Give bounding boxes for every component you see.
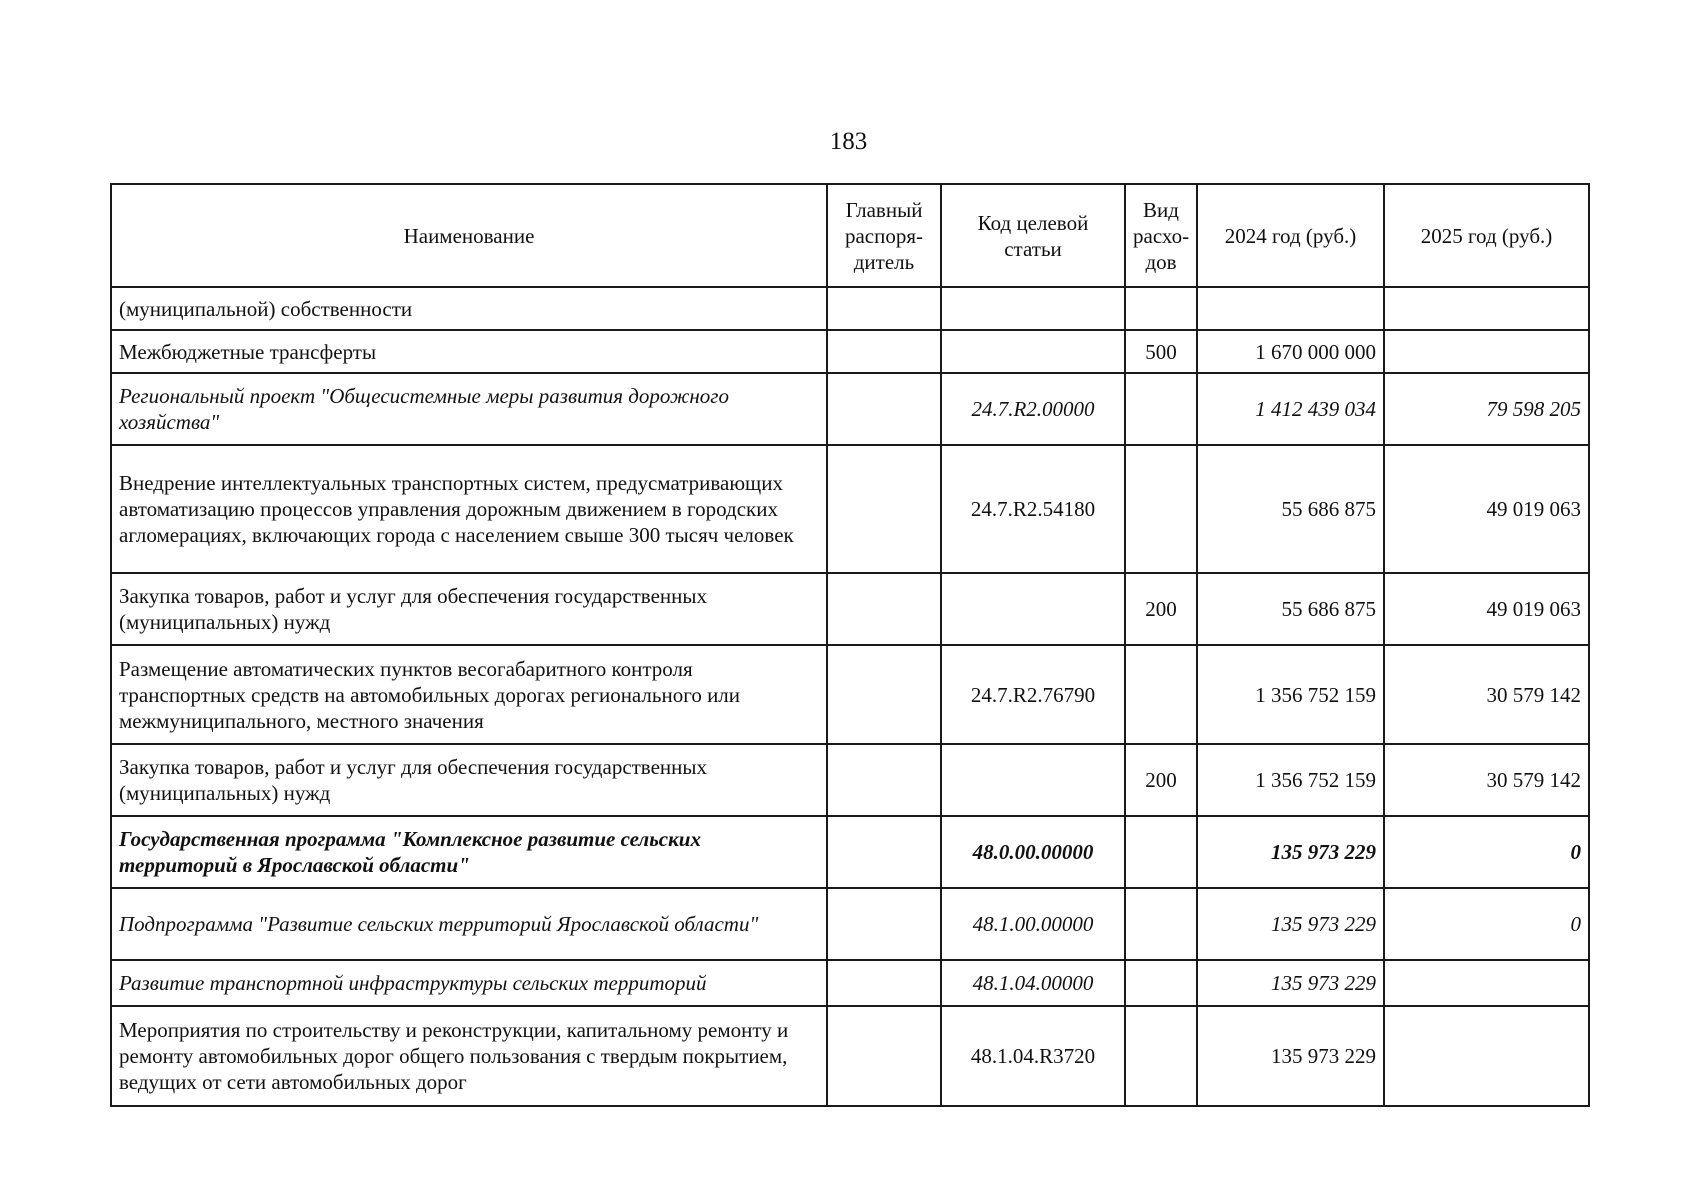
cell-expense-type [1125,287,1197,330]
cell-administrator [827,960,941,1006]
cell-administrator [827,645,941,744]
cell-expense-type [1125,960,1197,1006]
cell-name: Размещение автоматических пунктов весогабаритного контроля транспортных средств на автомобильных дорогах регионального или межмуниципального, местного значения [111,645,827,744]
table-row [111,445,1589,573]
header-year-2025: 2025 год (руб.) [1384,184,1589,287]
cell-target-code: 48.1.04.00000 [941,960,1125,1006]
cell-target-code: 24.7.R2.00000 [941,373,1125,445]
cell-year-2024: 1 356 752 159 [1197,744,1384,816]
table-row [111,1006,1589,1106]
cell-administrator [827,744,941,816]
cell-year-2024: 1 412 439 034 [1197,373,1384,445]
cell-administrator [827,445,941,573]
cell-administrator [827,287,941,330]
cell-expense-type [1125,816,1197,888]
cell-year-2025: 79 598 205 [1384,373,1589,445]
cell-administrator [827,816,941,888]
cell-administrator [827,330,941,373]
cell-year-2024: 135 973 229 [1197,816,1384,888]
cell-expense-type: 500 [1125,330,1197,373]
table-row [111,330,1589,373]
cell-year-2024: 1 356 752 159 [1197,645,1384,744]
cell-year-2025 [1384,960,1589,1006]
cell-name: Государственная программа "Комплексное развитие сельских территорий в Ярославской области" [111,816,827,888]
cell-year-2024 [1197,287,1384,330]
header-administrator: Главный распоря-дитель [827,184,941,287]
header-expense-type: Вид расхо-дов [1125,184,1197,287]
cell-year-2025: 30 579 142 [1384,744,1589,816]
cell-target-code: 24.7.R2.76790 [941,645,1125,744]
cell-name: Межбюджетные трансферты [111,330,827,373]
cell-administrator [827,888,941,960]
table-row [111,573,1589,645]
cell-year-2025: 0 [1384,888,1589,960]
header-target-code: Код целевой статьи [941,184,1125,287]
cell-name: Подпрограмма "Развитие сельских территорий Ярославской области" [111,888,827,960]
cell-name: Внедрение интеллектуальных транспортных систем, предусматривающих автоматизацию процессов управления дорожным движением в городских агломерациях, включающих города с населением свыше 300 тысяч человек [111,445,827,573]
cell-target-code: 48.1.04.R3720 [941,1006,1125,1106]
cell-name: Закупка товаров, работ и услуг для обеспечения государственных (муниципальных) нужд [111,744,827,816]
cell-target-code [941,287,1125,330]
cell-year-2024: 135 973 229 [1197,888,1384,960]
table-row [111,287,1589,330]
cell-expense-type [1125,1006,1197,1106]
cell-name: Региональный проект "Общесистемные меры развития дорожного хозяйства" [111,373,827,445]
cell-expense-type [1125,888,1197,960]
cell-administrator [827,573,941,645]
cell-name: Мероприятия по строительству и реконструкции, капитальному ремонту и ремонту автомобильных дорог общего пользования с твердым покрытием, ведущих от сети автомобильных дорог [111,1006,827,1106]
cell-administrator [827,373,941,445]
budget-table [110,183,1590,1107]
table-row [111,960,1589,1006]
table-row [111,373,1589,445]
cell-expense-type [1125,445,1197,573]
cell-target-code: 48.1.00.00000 [941,888,1125,960]
cell-year-2025: 49 019 063 [1384,445,1589,573]
cell-expense-type [1125,645,1197,744]
cell-year-2024: 135 973 229 [1197,960,1384,1006]
cell-administrator [827,1006,941,1106]
cell-name: (муниципальной) собственности [111,287,827,330]
cell-expense-type: 200 [1125,744,1197,816]
cell-target-code: 48.0.00.00000 [941,816,1125,888]
cell-year-2024: 55 686 875 [1197,445,1384,573]
cell-expense-type: 200 [1125,573,1197,645]
cell-year-2025 [1384,1006,1589,1106]
cell-year-2025 [1384,330,1589,373]
cell-year-2024: 135 973 229 [1197,1006,1384,1106]
cell-target-code [941,330,1125,373]
cell-year-2025 [1384,287,1589,330]
cell-target-code [941,573,1125,645]
cell-year-2025: 49 019 063 [1384,573,1589,645]
page-number: 183 [829,128,868,155]
cell-year-2025: 0 [1384,816,1589,888]
cell-year-2024: 55 686 875 [1197,573,1384,645]
table-row [111,744,1589,816]
header-name: Наименование [111,184,827,287]
header-year-2024: 2024 год (руб.) [1197,184,1384,287]
cell-target-code [941,744,1125,816]
table-header-row [111,184,1589,287]
cell-name: Развитие транспортной инфраструктуры сельских территорий [111,960,827,1006]
table-row [111,645,1589,744]
cell-name: Закупка товаров, работ и услуг для обеспечения государственных (муниципальных) нужд [111,573,827,645]
cell-expense-type [1125,373,1197,445]
cell-year-2024: 1 670 000 000 [1197,330,1384,373]
table-row [111,888,1589,960]
cell-year-2025: 30 579 142 [1384,645,1589,744]
table-row [111,816,1589,888]
cell-target-code: 24.7.R2.54180 [941,445,1125,573]
